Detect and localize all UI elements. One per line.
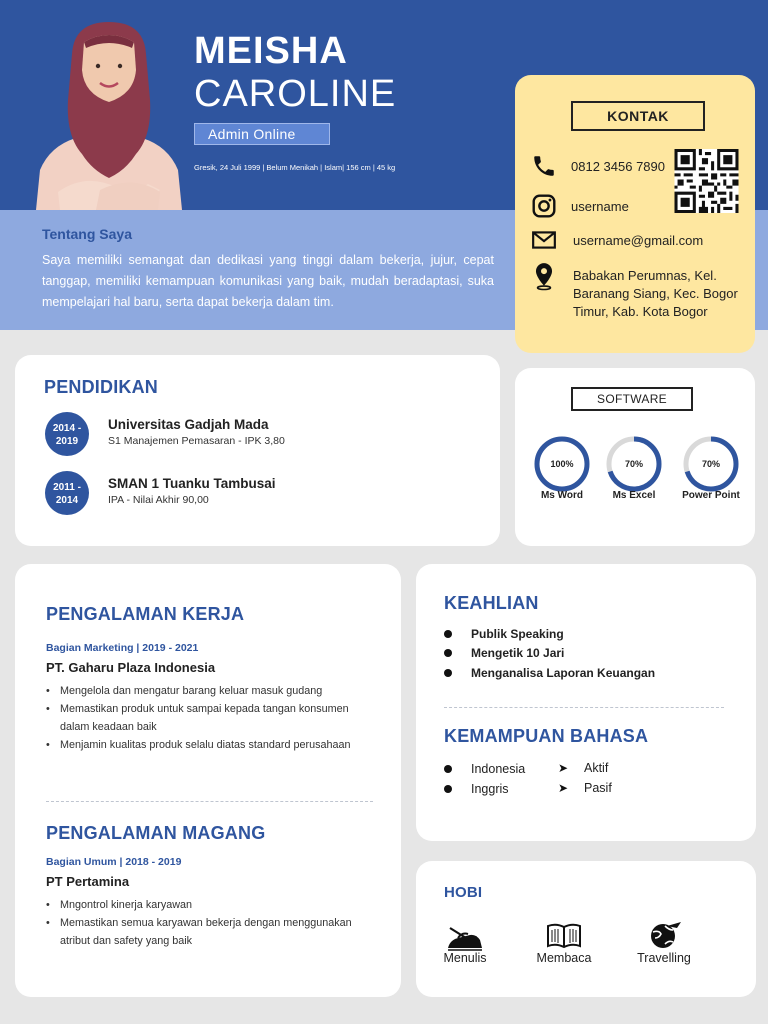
qr-code-icon — [673, 149, 740, 213]
education-school: SMAN 1 Tuanku Tambusai — [108, 476, 276, 491]
location-pin-icon — [531, 261, 557, 291]
software-name: Power Point — [682, 490, 740, 501]
software-gauge-powerpoint — [681, 434, 741, 494]
skill-item: Publik Speaking — [471, 627, 564, 641]
phone-icon — [531, 153, 557, 179]
email-address: username@gmail.com — [573, 233, 704, 248]
work-company: PT. Gaharu Plaza Indonesia — [46, 660, 216, 675]
address: Babakan Perumnas, Kel. Baranang Siang, Kec. Bogor Timur, Kab. Kota Bogor — [573, 268, 738, 319]
profile-photo — [36, 20, 182, 210]
open-book-icon — [545, 918, 583, 952]
bullet-dot — [444, 669, 452, 677]
skill-item: Mengetik 10 Jari — [471, 646, 565, 660]
list-item: • Menjamin kualitas produk selalu diatas standard perusahaan — [46, 736, 366, 754]
education-school: Universitas Gadjah Mada — [108, 417, 269, 432]
work-title: PENGALAMAN KERJA — [46, 604, 245, 624]
software-gauge-word — [532, 434, 592, 494]
arrow-icon: ➤ — [558, 761, 569, 775]
software-percent: 70% — [701, 459, 721, 469]
last-name: CAROLINE — [194, 73, 397, 115]
bullet-dot — [444, 649, 452, 657]
first-name: MEISHA — [194, 30, 348, 72]
software-percent: 100% — [550, 459, 574, 469]
software-title: SOFTWARE — [571, 387, 693, 411]
language-name: Inggris — [471, 782, 509, 796]
software-gauge-excel — [604, 434, 664, 494]
language-level: Pasif — [584, 781, 612, 795]
bullet-dot — [444, 785, 452, 793]
language-name: Indonesia — [471, 762, 526, 776]
writing-hand-icon — [446, 918, 484, 952]
software-name: Ms Excel — [612, 490, 656, 501]
software-percent: 70% — [624, 459, 644, 469]
divider — [46, 801, 373, 802]
work-role: Bagian Marketing | 2019 - 2021 — [46, 642, 199, 654]
list-item: • Mengelola dan mengatur barang keluar masuk gudang — [46, 682, 366, 700]
divider — [444, 707, 724, 708]
internship-role: Bagian Umum | 2018 - 2019 — [46, 856, 182, 868]
phone-number: 0812 3456 7890 — [571, 159, 665, 174]
experience-card — [15, 564, 401, 997]
hobby-title: HOBI — [444, 884, 483, 901]
software-name: Ms Word — [540, 490, 584, 501]
list-item: • Mngontrol kinerja karyawan — [46, 896, 366, 914]
instagram-icon — [531, 193, 557, 219]
internship-duties — [46, 896, 366, 950]
education-title: PENDIDIKAN — [44, 377, 159, 397]
education-year-start: 2014 - — [52, 423, 82, 434]
skill-item: Menganalisa Laporan Keuangan — [471, 666, 656, 680]
hobby-name: Membaca — [536, 951, 592, 965]
internship-company: PT Pertamina — [46, 874, 130, 889]
internship-title: PENGALAMAN MAGANG — [46, 823, 266, 843]
hobby-name: Menulis — [443, 951, 487, 965]
education-year-end: 2019 — [55, 436, 79, 447]
work-duties — [46, 682, 366, 754]
education-detail: IPA - Nilai Akhir 90,00 — [108, 494, 209, 506]
personal-info: Gresik, 24 Juli 1999 | Belum Menikah | Islam| 156 cm | 45 kg — [194, 163, 396, 172]
globe-plane-icon — [645, 918, 683, 952]
education-year-end: 2014 — [55, 495, 79, 506]
skills-title: KEAHLIAN — [444, 593, 539, 613]
language-level: Aktif — [584, 761, 609, 775]
list-item: • Memastikan semua karyawan bekerja dengan menggunakan atribut dan safety yang baik — [46, 914, 366, 950]
education-years-badge — [45, 412, 89, 456]
bullet-dot — [444, 630, 452, 638]
instagram-username: username — [571, 199, 629, 214]
languages-title: KEMAMPUAN BAHASA — [444, 726, 649, 746]
education-detail: S1 Manajemen Pemasaran - IPK 3,80 — [108, 435, 285, 447]
education-year-start: 2011 - — [53, 482, 81, 493]
contact-title: KONTAK — [571, 101, 705, 131]
hobby-card — [416, 861, 756, 997]
bullet-dot — [444, 765, 452, 773]
job-title-badge: Admin Online — [194, 123, 330, 145]
education-card — [15, 355, 500, 546]
arrow-icon: ➤ — [558, 781, 569, 795]
list-item: • Memastikan produk untuk sampai kepada tangan konsumen dalam keadaan baik — [46, 700, 366, 736]
education-years-badge — [45, 471, 89, 515]
about-title: Tentang Saya — [42, 226, 132, 242]
mail-icon — [531, 227, 557, 253]
hobby-name: Travelling — [637, 951, 691, 965]
contact-card — [515, 75, 755, 353]
about-text: Saya memiliki semangat dan dedikasi yang tinggi dalam bekerja, jujur, cepat tanggap, memiliki kemampuan komunikasi yang baik, mudah beradaptasi, suka mempelajari hal baru, serta dapat bekerja dalam tim. — [42, 253, 494, 309]
skills-card — [416, 564, 756, 841]
software-card — [515, 368, 755, 546]
